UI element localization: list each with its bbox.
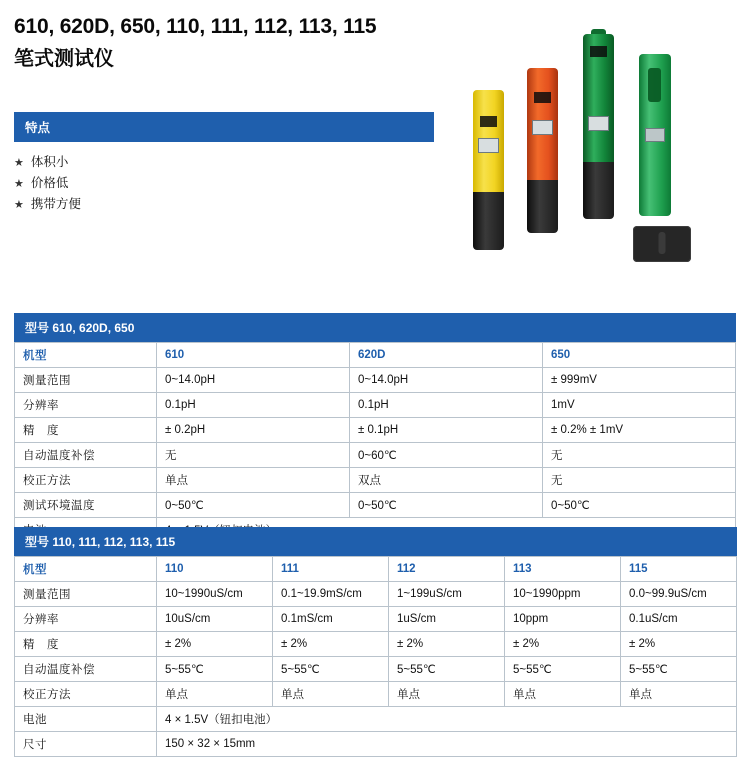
list-item-label: 体积小 [30,155,69,169]
spec-table-1-caption: 型号 610, 620D, 650 [14,313,736,342]
table-cell: ± 0.1pH [350,418,543,443]
table-row [15,632,737,657]
table-header-row [15,557,737,582]
column-header: 115 [621,557,737,582]
table-cell: 10~1990ppm [505,582,621,607]
table-cell: 0.1uS/cm [621,607,737,632]
list-item-label: 价格低 [30,176,69,190]
table-cell: 0.1pH [157,393,350,418]
table-cell: 0.1~19.9mS/cm [273,582,389,607]
table-cell: 单点 [157,468,350,493]
star-icon: ★ [14,178,24,190]
row-label: 测量范围 [15,368,157,393]
column-header: 机型 [15,557,157,582]
table-cell: 4 × 1.5V（钮扣电池） [157,707,737,732]
list-item [14,152,434,173]
pen-orange [527,68,558,233]
table-cell: 1uS/cm [389,607,505,632]
features-list [14,152,434,215]
row-label: 精 度 [15,418,157,443]
table-row [15,418,736,443]
table-cell: ± 2% [621,632,737,657]
table-cell: 1~199uS/cm [389,582,505,607]
column-header: 机型 [15,343,157,368]
row-label: 分辨率 [15,393,157,418]
row-label: 校正方法 [15,468,157,493]
pen-green-capped-display [645,128,665,142]
table-cell: ± 999mV [543,368,736,393]
table-cell: 单点 [273,682,389,707]
table-cell: 10ppm [505,607,621,632]
pen-green-dark-cap [583,162,614,219]
table-cell: ± 0.2pH [157,418,350,443]
column-header: 610 [157,343,350,368]
features-section [14,112,434,215]
list-item-label: 携带方便 [30,197,81,211]
table-cell: 0~14.0pH [350,368,543,393]
table-cell: 0~50℃ [157,493,350,518]
page-subtitle: 笔式测试仪 [14,48,114,71]
table-cell: ± 2% [505,632,621,657]
table-cell: 0~14.0pH [157,368,350,393]
pen-green-capped-clip [648,68,661,102]
star-icon: ★ [14,157,24,169]
pen-orange-cap [527,180,558,233]
table-cell: 5~55℃ [273,657,389,682]
pen-green-dark [583,34,614,219]
product-photo [455,28,740,268]
table-row [15,657,737,682]
pen-yellow [473,90,504,250]
table-row [15,682,737,707]
table-cell: ± 0.2% ± 1mV [543,418,736,443]
pen-orange-buttons [534,92,551,103]
table-header-row [15,343,736,368]
table-cell: 10~1990uS/cm [157,582,273,607]
pen-orange-display [532,120,553,135]
table-cell: 无 [543,468,736,493]
spec-table-110-group [14,527,736,757]
row-label: 测量范围 [15,582,157,607]
table-row [15,368,736,393]
spec-table-2 [14,527,737,757]
table-cell: 双点 [350,468,543,493]
table-cell: 0.1mS/cm [273,607,389,632]
pen-green-dark-buttons [590,46,607,57]
table-row [15,443,736,468]
row-label: 分辨率 [15,607,157,632]
features-heading: 特点 [14,112,434,142]
row-label: 精 度 [15,632,157,657]
column-header: 650 [543,343,736,368]
table-cell: 单点 [157,682,273,707]
table-cell: 0.1pH [350,393,543,418]
table-cell: 5~55℃ [157,657,273,682]
detached-cap [633,226,691,262]
table-cell: 150 × 32 × 15mm [157,732,737,757]
detached-cap-clip [659,232,666,254]
table-row [15,393,736,418]
pen-green-capped [639,54,671,216]
spec-table-2-caption: 型号 110, 111, 112, 113, 115 [14,527,737,556]
table-row [15,468,736,493]
pen-green-dark-display [588,116,609,131]
table-row [15,707,737,732]
column-header: 620D [350,343,543,368]
table-cell: 10uS/cm [157,607,273,632]
table-cell: 0~50℃ [350,493,543,518]
table-cell: 5~55℃ [505,657,621,682]
table-cell: 单点 [389,682,505,707]
table-row [15,582,737,607]
table-row [15,493,736,518]
table-cell: 0~50℃ [543,493,736,518]
column-header: 113 [505,557,621,582]
row-label: 电池 [15,707,157,732]
column-header: 111 [273,557,389,582]
table-cell: 单点 [505,682,621,707]
page-title: 610, 620D, 650, 110, 111, 112, 113, 115 [14,15,377,38]
table-cell: ± 2% [389,632,505,657]
table-cell: 单点 [621,682,737,707]
column-header: 112 [389,557,505,582]
row-label: 自动温度补偿 [15,443,157,468]
list-item [14,173,434,194]
row-label: 校正方法 [15,682,157,707]
table-cell: 1mV [543,393,736,418]
pen-yellow-display [478,138,499,153]
pen-yellow-buttons [480,116,497,127]
column-header: 110 [157,557,273,582]
table-cell: 5~55℃ [389,657,505,682]
row-label: 测试环境温度 [15,493,157,518]
table-cell: 0.0~99.9uS/cm [621,582,737,607]
table-cell: ± 2% [273,632,389,657]
table-cell: 5~55℃ [621,657,737,682]
page-title-block [14,14,494,71]
table-row [15,732,737,757]
pen-yellow-cap [473,192,504,250]
table-cell: 无 [157,443,350,468]
list-item [14,194,434,215]
table-row [15,607,737,632]
table-cell: 0~60℃ [350,443,543,468]
table-cell: ± 2% [157,632,273,657]
star-icon: ★ [14,199,24,211]
row-label: 自动温度补偿 [15,657,157,682]
row-label: 尺寸 [15,732,157,757]
table-cell: 无 [543,443,736,468]
